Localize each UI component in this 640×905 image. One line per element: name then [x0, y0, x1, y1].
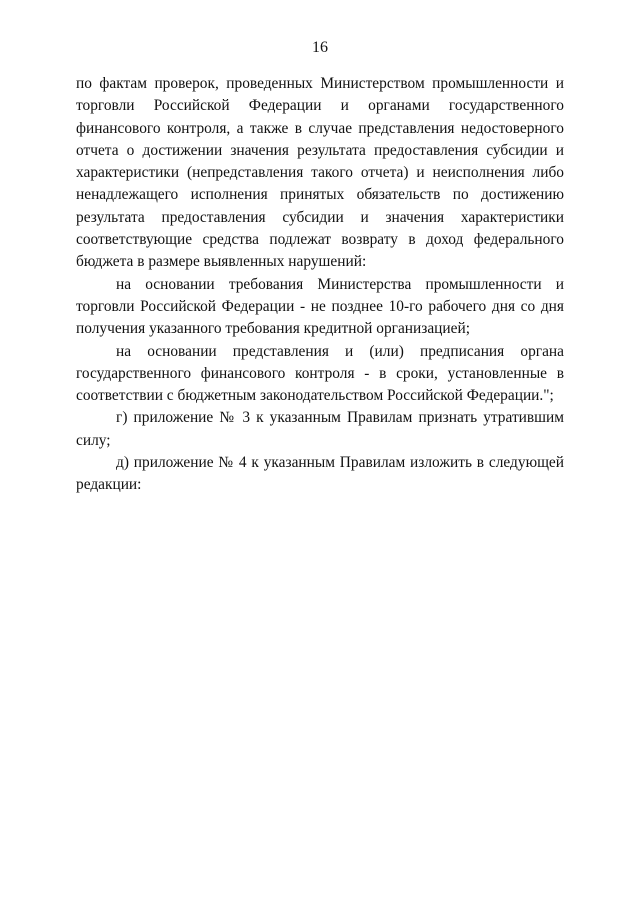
paragraph-financial-control: на основании представления и (или) предписания органа государственного финансового контроля - в сроки, установленные в соответствии с бюджетным законодательством Российской Федерации.";	[76, 342, 564, 405]
paragraph-appendix-4: д) приложение № 4 к указанным Правилам изложить в следующей редакции:	[76, 454, 564, 494]
paragraph-appendix-3: г) приложение № 3 к указанным Правилам признать утратившим силу;	[76, 409, 564, 449]
page-number: 16	[312, 39, 328, 56]
paragraph-ministry-requirement: на основании требования Министерства промышленности и торговли Российской Федерации - не позднее 10-го рабочего дня со дня получения указанного требования кредитной организацией;	[76, 275, 564, 338]
document-body	[76, 73, 564, 497]
paragraph-refund-conditions: по фактам проверок, проведенных Министерством промышленности и торговли Российской Федерации и органами государственного финансового контроля, а также в случае представления недостоверного отчета о достижении значения результата предоставления субсидии и характеристики (непредставления такого отчета) и неисполнения либо ненадлежащего исполнения принятых обязательств по достижению результата предоставления субсидии и значения характеристики соответствующие средства подлежат возврату в доход федерального бюджета в размере выявленных нарушений:	[76, 75, 564, 271]
